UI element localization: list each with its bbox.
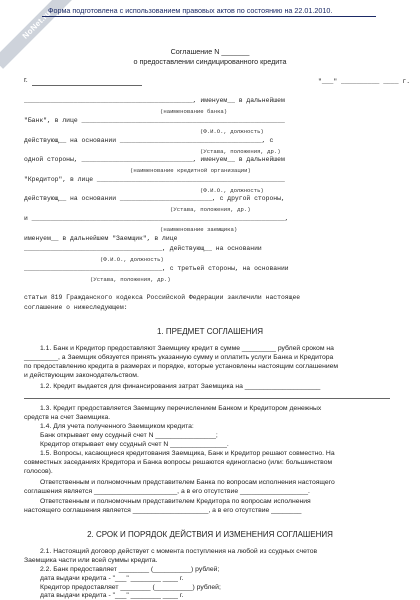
preamble-line-20: статьи 819 Гражданского кодекса Российской Федерации заключили настоящее (24, 294, 301, 301)
preamble-caption-fio-2: (Ф.И.О., должность) (200, 187, 264, 194)
clause-bank-rep-line-a: Ответственным и полномочным представителем Банка по вопросам исполнения настоящего (40, 479, 335, 486)
section-2-title: 2. СРОК И ПОРЯДОК ДЕЙСТВИЯ И ИЗМЕНЕНИЯ СОГЛАШЕНИЯ (87, 530, 333, 539)
clause-1-2: 1.2. Кредит выдается для финансирования затрат Заемщика на ____________________ (40, 383, 321, 390)
clause-1-4-bank: Банк открывает ему ссудный счет N ________________; (40, 432, 218, 439)
preamble-line-3: "Банк", в лице _____________________________________________________ (24, 117, 285, 124)
date-line: "___" __________ ____ г. (318, 78, 411, 85)
preamble-line-18: ____________________________________, с третьей стороны, на основании (24, 265, 289, 272)
preamble-caption-borrower: (наименование заемщика) (160, 226, 238, 233)
preamble-line-13: и __________________________________________________________________, (24, 215, 289, 222)
preamble-caption-bank: (наименование банка) (160, 108, 228, 115)
clause-bank-rep-line-b: соглашения является ______________________, а в его отсутствие __________________. (24, 488, 310, 495)
clause-2-2-creditor: Кредитор предоставляет ________ (__________) рублей; (40, 584, 221, 591)
city-prefix: г. (24, 77, 28, 84)
clause-creditor-rep-line-b: настоящего соглашения является ____________________, а в его отсутствие ________ (24, 507, 302, 514)
preamble-line-16: ____________________________________, действующ__ на основании (24, 245, 262, 252)
preamble-line-11: действующ__ на основании ________________________, с другой стороны, (24, 195, 285, 202)
preamble-line-21: соглашение о нижеследующем: (24, 304, 128, 311)
preamble-caption-fio-3: (Ф.И.О., должность) (100, 256, 164, 263)
preamble-line-1: ____________________________________________, именуем__ в дальнейшем (24, 97, 285, 104)
clause-1-4: 1.4. Для учета полученного Заемщиком кредита: (40, 423, 194, 430)
clause-2-1-line-a: 2.1. Настоящий договор действует с момента поступления на любой из ссудных счетов (40, 548, 318, 555)
clause-1-5-line-c: голосов). (24, 468, 53, 475)
preamble-caption-charter-2: (Устава, положения, др.) (170, 206, 251, 213)
clause-2-1-line-b: Заемщика части или всей суммы кредита. (24, 557, 158, 564)
preamble-line-15: именуем__ в дальнейшем "Заемщик", в лице (24, 235, 178, 242)
clause-1-3-line-b: средств на счет Заемщика. (24, 414, 111, 421)
clause-creditor-rep-line-a: Ответственным и полномочным представителем Кредитора по вопросам исполнения (40, 498, 311, 505)
clause-1-1-line-d: и действующим законодательством. (24, 372, 139, 379)
clause-2-2-bank-date: дата выдачи кредита - "___" ________ ____ г. (40, 575, 184, 582)
clause-2-2-creditor-date: дата выдачи кредита - "___" ________ ____ г. (40, 592, 184, 599)
preamble-caption-fio-1: (Ф.И.О., должность) (200, 128, 264, 135)
clause-1-1-line-a: 1.1. Банк и Кредитор предоставляют Заемщику кредит в сумме _________ рублей сроком на (40, 345, 334, 352)
preamble-caption-charter-3: (Устава, положения, др.) (90, 276, 171, 283)
clause-1-5-line-b: совместных заседаниях Кредитора и Банка вопросы решаются единогласно (или: большинством (24, 459, 333, 466)
agreement-subtitle: о предоставлении синдицированного кредита (133, 57, 287, 66)
clause-1-1-line-b: _________, а Заемщик обязуется принять указанную сумму и оплатить услуги Банка и Кредитора (24, 354, 334, 361)
preamble-line-5: действующ__ на основании _____________________________________, с (24, 137, 274, 144)
clause-1-2-blank (24, 398, 390, 399)
clause-1-5-line-a: 1.5. Вопросы, касающиеся кредитования Заемщика, Банк и Кредитор решают совместно. На (40, 450, 335, 457)
clause-2-2-bank: 2.2. Банк предоставляет ________ (__________) рублей; (40, 566, 220, 573)
section-1-title: 1. ПРЕДМЕТ СОГЛАШЕНИЯ (156, 327, 264, 336)
watermark-ribbon: NoNet.ru (0, 0, 81, 69)
clause-1-4-creditor: Кредитор открывает ему ссудный счет N _______________. (40, 441, 229, 448)
preamble-line-7: одной стороны, _____________________________, именуем__ в дальнейшем (24, 156, 285, 163)
header-underline (42, 16, 376, 17)
clause-1-3-line-a: 1.3. Кредит предоставляется Заемщику перечислением Банком и Кредитором денежных (40, 405, 322, 412)
preamble-caption-charter-1: (Устава, положения, др.) (200, 148, 281, 155)
agreement-title: Соглашение N _______ (170, 47, 250, 56)
preamble-line-9: "Кредитор", в лице _________________________________________________ (24, 176, 285, 183)
preamble-caption-credit-org: (наименование кредитной организации) (130, 167, 251, 174)
document-header: Форма подготовлена с использованием правовых актов по состоянию на 22.01.2010. (48, 6, 333, 15)
clause-1-1-line-c: по предоставлению кредита в размерах и порядке, которые установлены настоящим соглашением (24, 363, 339, 370)
city-line (32, 85, 142, 86)
